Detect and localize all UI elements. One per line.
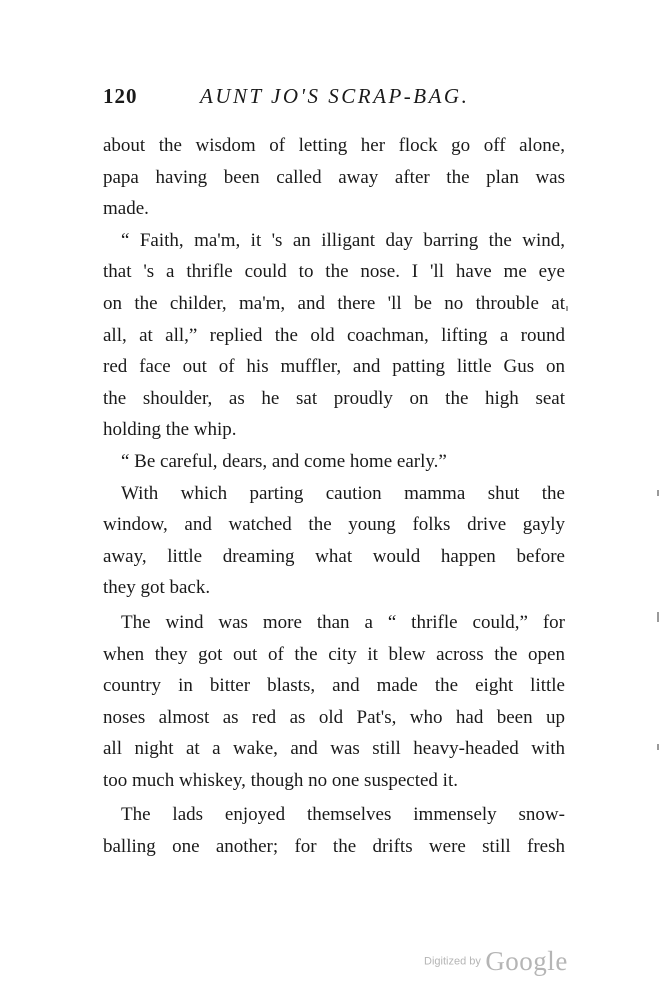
page-number: 120 [103, 84, 138, 108]
watermark-prefix: Digitized by [424, 955, 481, 968]
text-line: the shoulder, as he sat proudly on the high seat [103, 387, 565, 409]
paragraph [103, 130, 565, 225]
text-line: they got back. [103, 577, 211, 599]
paragraph [103, 799, 565, 862]
text-line: The lads enjoyed themselves immensely snow- [121, 804, 565, 826]
running-head [103, 84, 565, 114]
text-line: “ Be careful, dears, and come home early.” [121, 450, 447, 472]
text-line: window, and watched the young folks drive gayly [103, 514, 565, 536]
paragraph [103, 478, 565, 604]
text-line: With which parting caution mamma shut the [121, 482, 565, 504]
text-line: noses almost as red as old Pat's, who had been up [103, 706, 565, 728]
text-line: all, at all,” replied the old coachman, lifting a round [103, 324, 565, 346]
text-line: when they got out of the city it blew across the open [103, 643, 565, 665]
text-line: papa having been called away after the plan was [103, 166, 565, 188]
text-line: balling one another; for the drifts were still fresh [103, 836, 565, 858]
text-line: red face out of his muffler, and patting little Gus on [103, 356, 565, 378]
paragraph [103, 225, 565, 446]
text-line: about the wisdom of letting her flock go off alone, [103, 135, 565, 156]
text-line: on the childer, ma'm, and there 'll be no throuble at [103, 292, 565, 314]
text-line: too much whiskey, though no one suspected it. [103, 769, 458, 791]
digitized-by-google-watermark [424, 946, 568, 977]
book-title: AUNT JO'S SCRAP-BAG. [200, 84, 470, 108]
text-line: country in bitter blasts, and made the eight little [103, 675, 565, 697]
scan-speck [657, 612, 659, 622]
paragraph [103, 446, 565, 478]
text-line: away, little dreaming what would happen before [103, 545, 565, 567]
scan-speck [657, 490, 659, 496]
scan-speck [566, 306, 568, 311]
text-line: all night at a wake, and was still heavy-headed with [103, 738, 565, 760]
text-line: made. [103, 198, 149, 220]
google-logo: Google [485, 946, 568, 976]
scan-speck [657, 744, 659, 750]
body-text [103, 130, 565, 863]
paragraph [103, 607, 565, 797]
text-line: “ Faith, ma'm, it 's an illigant day barring the wind, [121, 229, 565, 251]
text-line: that 's a thrifle could to the nose. I 'll have me eye [103, 261, 565, 283]
text-line: holding the whip. [103, 419, 237, 441]
text-line: The wind was more than a “ thrifle could,” for [121, 611, 565, 633]
